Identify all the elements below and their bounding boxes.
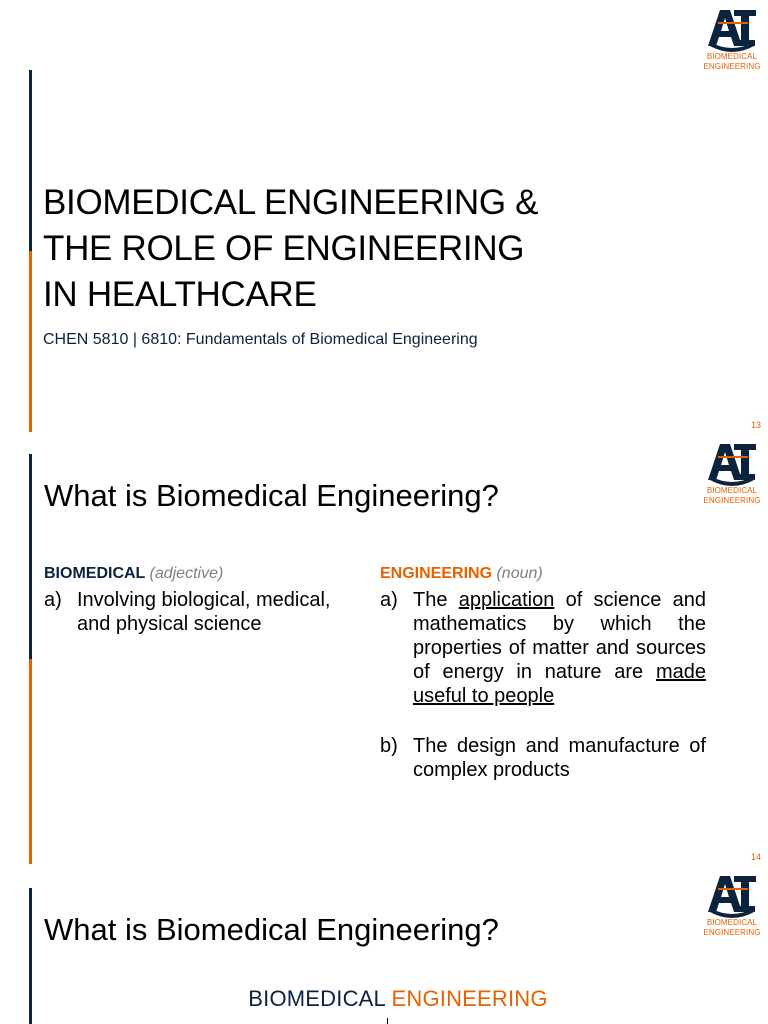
part-of-speech: (noun)	[496, 565, 543, 582]
term-engineering: ENGINEERING	[380, 565, 493, 582]
definition-item	[44, 588, 362, 636]
term-biomedical: BIOMEDICAL	[44, 565, 146, 582]
part-of-speech: (adjective)	[149, 565, 224, 582]
course-subtitle: CHEN 5810 | 6810: Fundamentals of Biomedical Engineering	[43, 331, 478, 348]
accent-bar	[29, 70, 32, 432]
term-heading	[44, 564, 362, 584]
slide-definitions	[0, 432, 768, 864]
slide-bme-overview	[0, 864, 768, 1024]
title-line-2: THE ROLE OF ENGINEERING	[43, 229, 525, 268]
title-line-3: IN HEALTHCARE	[43, 275, 317, 314]
biomedical-definition	[44, 564, 362, 636]
auburn-logo	[700, 440, 764, 506]
title-line-1: BIOMEDICAL ENGINEERING &	[43, 183, 539, 222]
logo-line2: ENGINEERING	[703, 496, 761, 505]
divider-tick	[387, 1018, 388, 1024]
au-logo-icon	[704, 6, 760, 52]
auburn-logo	[700, 6, 764, 72]
au-logo-icon	[704, 440, 760, 486]
logo-line2: ENGINEERING	[703, 62, 761, 71]
page-title	[43, 180, 538, 318]
definition-text: Involving biological, medical, and physical science	[77, 589, 331, 635]
slide-heading: What is Biomedical Engineering?	[44, 478, 499, 513]
slide-title	[0, 0, 768, 432]
logo-line1: BIOMEDICAL	[706, 486, 758, 495]
auburn-logo	[700, 872, 764, 938]
definition-text	[413, 588, 706, 708]
definition-letter: b)	[380, 735, 398, 757]
logo-line2: ENGINEERING	[703, 928, 761, 937]
accent-bar	[29, 454, 32, 864]
engineering-definition	[380, 564, 706, 782]
definition-text: The design and manufacture of complex products	[413, 735, 706, 781]
def-a-underline-useful: made useful to people	[413, 661, 706, 707]
def-a-part2: of science and mathematics by which the properties of matter and sources of energy in nature are	[413, 589, 706, 683]
definition-item	[380, 734, 706, 782]
page-number: 14	[750, 852, 761, 862]
term-heading	[380, 564, 706, 584]
bme-label	[0, 986, 768, 1012]
slide-heading: What is Biomedical Engineering?	[44, 912, 499, 947]
definition-letter: a)	[44, 589, 62, 611]
bme-label-biomedical: BIOMEDICAL	[248, 986, 386, 1011]
logo-line1: BIOMEDICAL	[706, 52, 758, 61]
page-number: 13	[750, 420, 761, 430]
bme-label-engineering: ENGINEERING	[391, 986, 548, 1011]
def-a-underline-application: application	[458, 589, 555, 611]
definition-item	[380, 588, 706, 708]
definition-letter: a)	[380, 589, 398, 611]
def-a-part1: The	[413, 589, 459, 611]
au-logo-icon	[704, 872, 760, 918]
logo-line1: BIOMEDICAL	[706, 918, 758, 927]
